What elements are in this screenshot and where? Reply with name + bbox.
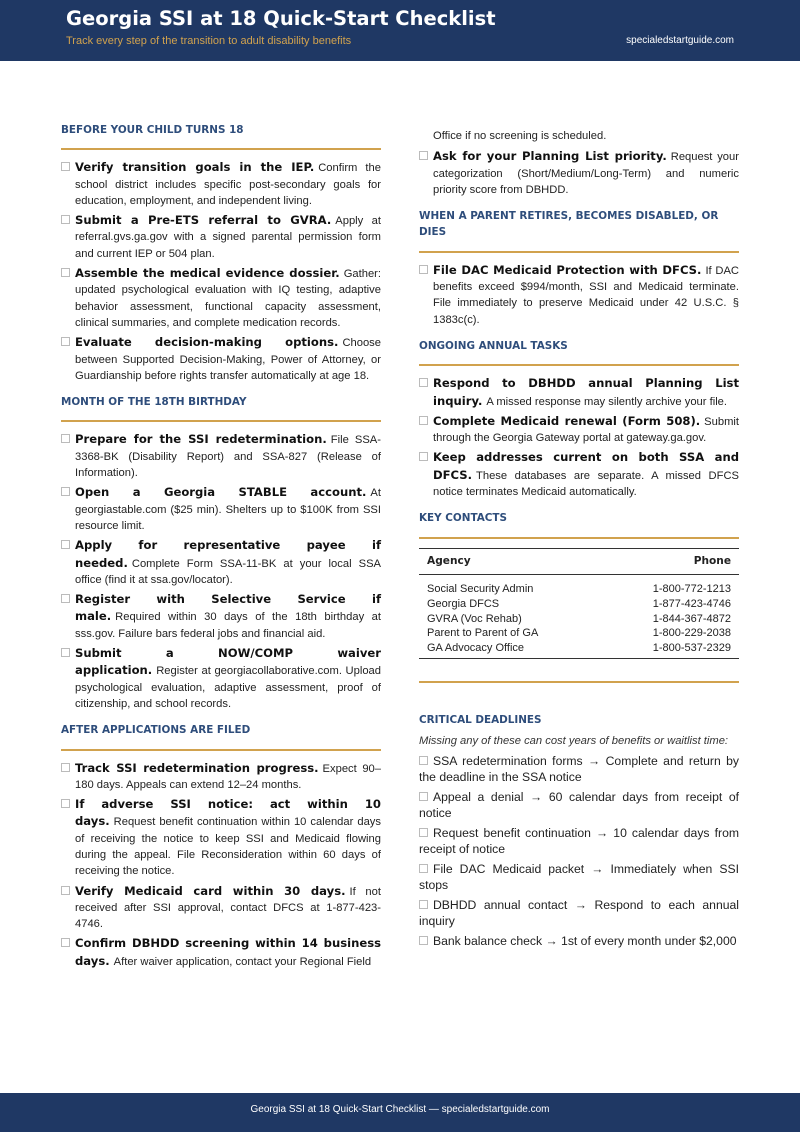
item-title: Keep addresses current on both SSA and DFCS.	[433, 450, 739, 482]
checklist-item	[61, 760, 381, 794]
table-header-row	[419, 548, 739, 574]
checkbox[interactable]	[61, 337, 70, 346]
checkbox[interactable]	[61, 540, 70, 549]
section-heading-deadlines: CRITICAL DEADLINES	[419, 713, 542, 726]
item-text: Request your categorization (Short/Medium/Long-Term) and numeric priority score from DBHDD.	[433, 151, 739, 196]
checkbox[interactable]	[61, 648, 70, 657]
section-divider	[419, 251, 739, 253]
checklist-item	[61, 159, 381, 209]
checkbox[interactable]	[61, 594, 70, 603]
deadline-item	[419, 825, 739, 857]
item-text: Gather: updated psychological evaluation with IQ testing, adaptive behavior assessment, functional capacity assessment, clinical summaries, and complete medication records.	[75, 268, 381, 329]
agency-cell: GVRA (Voc Rehab)	[427, 612, 522, 625]
checklist-item	[419, 413, 739, 447]
item-title: Verify Medicaid card within 30 days.	[75, 883, 346, 898]
right-column	[419, 128, 739, 953]
checkbox[interactable]	[419, 416, 428, 425]
item-text: Complete Form SSA-11-BK at your local SSA office (find it at ssa.gov/locator).	[75, 557, 381, 586]
checkbox[interactable]	[61, 268, 70, 277]
section-heading-before18: BEFORE YOUR CHILD TURNS 18	[61, 124, 244, 136]
deadline-text: Request benefit continuation → 10 calendar days from receipt of notice	[419, 825, 739, 856]
checkbox[interactable]	[419, 452, 428, 461]
checkbox[interactable]	[419, 828, 428, 837]
checkbox[interactable]	[61, 215, 70, 224]
deadline-item	[419, 789, 739, 821]
deadline-item	[419, 861, 739, 893]
item-text: If DAC benefits exceed $994/month, SSI and Medicaid terminate. File immediately to preserve Medicaid under 42 U.S.C. § 1383c(c).	[433, 264, 739, 326]
deadline-item	[419, 933, 739, 949]
checkbox[interactable]	[419, 900, 428, 909]
deadline-text: File DAC Medicaid packet → Immediately when SSI stops	[419, 861, 739, 892]
table-row	[419, 597, 739, 612]
section-heading-annual: ONGOING ANNUAL TASKS	[419, 339, 568, 352]
item-text: These databases are separate. A missed DFCS notice terminates Medicaid automatically.	[433, 469, 739, 499]
checklist-item	[419, 375, 739, 410]
checkbox[interactable]	[419, 792, 428, 801]
checkbox[interactable]	[419, 864, 428, 873]
checkbox[interactable]	[61, 162, 70, 171]
page-title: Georgia SSI at 18 Quick-Start Checklist	[66, 7, 496, 30]
item-text: Apply at referral.gvs.ga.gov with a signed parental permission form and current IEP or 504 plan.	[75, 215, 381, 260]
item-text: Expect 90–180 days. Appeals can extend 12–24 months.	[75, 762, 381, 791]
checkbox[interactable]	[61, 799, 70, 808]
phone-cell: 1-800-537-2329	[603, 641, 739, 658]
agency-cell: Parent to Parent of GA	[427, 627, 539, 640]
checklist-item	[61, 212, 381, 262]
agency-cell: GA Advocacy Office	[419, 641, 603, 658]
left-column	[61, 122, 381, 973]
deadline-item	[419, 897, 739, 929]
checklist-item	[61, 537, 381, 588]
checklist-item	[419, 449, 739, 500]
item-title: If adverse SSI notice: act within 10 days.	[75, 797, 381, 829]
section-divider	[419, 537, 739, 539]
checklist-item	[61, 431, 381, 481]
column-header-agency: Agency	[419, 548, 603, 574]
item-title: Submit a NOW/COMP waiver application.	[75, 646, 381, 678]
checklist-item	[61, 935, 381, 970]
item-text: File SSA-3368-BK (Disability Report) and SSA-827 (Release of Information).	[75, 434, 381, 480]
section-divider	[61, 749, 381, 751]
item-title: Ask for your Planning List priority.	[433, 149, 667, 164]
checklist-item	[61, 484, 381, 534]
item-title: Submit a Pre-ETS referral to GVRA.	[75, 213, 332, 228]
item-text: A missed response may silently archive your file.	[486, 395, 728, 408]
item-text: Request benefit continuation within 10 calendar days of receiving the notice to keep SSI and Medicaid flowing during the appeal. File Reconsideration within 60 days of receiving the notice.	[75, 816, 381, 878]
deadline-text: SSA redetermination forms → Complete and return by the deadline in the SSA notice	[419, 753, 739, 784]
item-title: Complete Medicaid renewal (Form 508).	[433, 413, 701, 428]
footer-text: Georgia SSI at 18 Quick-Start Checklist — specialedstartguide.com	[250, 1104, 550, 1115]
checkbox[interactable]	[61, 886, 70, 895]
phone-cell: 1-800-229-2038	[652, 627, 731, 640]
section-heading-after: AFTER APPLICATIONS ARE FILED	[61, 724, 251, 737]
item-text: Confirm the school district includes specific post-secondary goals for education, employment, and independent living.	[75, 162, 381, 207]
item-continuation: Office if no screening is scheduled.	[433, 130, 607, 142]
checklist-item	[61, 334, 381, 384]
deadlines-intro: Missing any of these can cost years of benefits or waitlist time:	[419, 735, 729, 748]
item-title: Respond to DBHDD annual Planning List inquiry.	[433, 376, 739, 408]
checklist-item	[61, 796, 381, 879]
checkbox[interactable]	[419, 378, 428, 387]
checklist-item	[61, 645, 381, 712]
table-row	[419, 626, 739, 641]
item-text: Required within 30 days of the 18th birthday at sss.gov. Failure bars federal jobs and financial aid.	[75, 611, 381, 640]
item-text: After waiver application, contact your Regional Field	[113, 955, 372, 968]
deadline-item	[419, 753, 739, 785]
checkbox[interactable]	[419, 936, 428, 945]
checklist-item	[61, 883, 381, 933]
checklist-item	[419, 148, 739, 198]
table-row	[419, 641, 739, 658]
item-title: Track SSI redetermination progress.	[75, 760, 319, 775]
checkbox[interactable]	[61, 434, 70, 443]
item-title: Register with Selective Service if male.	[75, 592, 381, 624]
checkbox[interactable]	[419, 265, 428, 274]
deadline-text: Bank balance check → 1st of every month under $2,000	[433, 933, 737, 948]
page-header	[0, 0, 800, 61]
section-divider	[419, 681, 739, 683]
table-row	[419, 574, 739, 596]
checkbox[interactable]	[419, 756, 428, 765]
section-heading-month18: MONTH OF THE 18TH BIRTHDAY	[61, 396, 247, 409]
section-divider	[419, 364, 739, 366]
phone-cell: 1-877-423-4746	[652, 597, 731, 610]
section-heading-contacts: KEY CONTACTS	[419, 512, 507, 525]
item-title: Assemble the medical evidence dossier.	[75, 266, 340, 281]
header-site: specialedstartguide.com	[626, 35, 734, 46]
checkbox[interactable]	[61, 938, 70, 947]
checkbox[interactable]	[61, 763, 70, 772]
agency-cell: Georgia DFCS	[427, 597, 500, 610]
item-text: Register at georgiacollaborative.com. Upload psychological evaluation, adaptive assessment, proof of citizenship, and school records.	[75, 665, 381, 710]
agency-cell: Social Security Admin	[427, 582, 534, 595]
checklist-item	[419, 262, 739, 328]
item-text: At georgiastable.com ($25 min). Shelters up to $100K from SSI resource limit.	[75, 487, 381, 532]
column-header-phone: Phone	[603, 548, 739, 574]
section-heading-parent: WHEN A PARENT RETIRES, BECOMES DISABLED, OR DIES	[419, 210, 719, 239]
item-text: If not received after SSI approval, contact DFCS at 1-877-423-4746.	[75, 885, 381, 931]
item-title: Prepare for the SSI redetermination.	[75, 432, 327, 447]
table-row	[419, 612, 739, 627]
item-text: Choose between Supported Decision-Making, Power of Attorney, or Guardianship before rights transfer automatically at age 18.	[75, 337, 381, 382]
deadline-text: Appeal a denial → 60 calendar days from receipt of notice	[419, 789, 739, 820]
item-text: Submit through the Georgia Gateway portal at gateway.ga.gov.	[433, 415, 739, 445]
checklist-item	[61, 591, 381, 642]
phone-cell: 1-844-367-4872	[652, 612, 731, 625]
phone-cell: 1-800-772-1213	[652, 582, 731, 595]
page-footer	[0, 1093, 800, 1132]
contacts-table	[419, 548, 739, 659]
item-title: Verify transition goals in the IEP.	[75, 160, 315, 175]
section-divider	[61, 420, 381, 422]
item-title: File DAC Medicaid Protection with DFCS.	[433, 262, 702, 277]
item-title: Evaluate decision-making options.	[75, 335, 339, 350]
section-divider	[61, 148, 381, 150]
item-title: Open a Georgia STABLE account.	[75, 485, 367, 500]
checklist-item	[61, 265, 381, 331]
item-title: Apply for representative payee if needed.	[75, 538, 381, 570]
checkbox[interactable]	[61, 487, 70, 496]
item-title: Confirm DBHDD screening within 14 business days.	[75, 936, 381, 968]
deadline-text: DBHDD annual contact → Respond to each annual inquiry	[419, 897, 739, 928]
page-subtitle: Track every step of the transition to adult disability benefits	[66, 35, 352, 47]
checkbox[interactable]	[419, 151, 428, 160]
